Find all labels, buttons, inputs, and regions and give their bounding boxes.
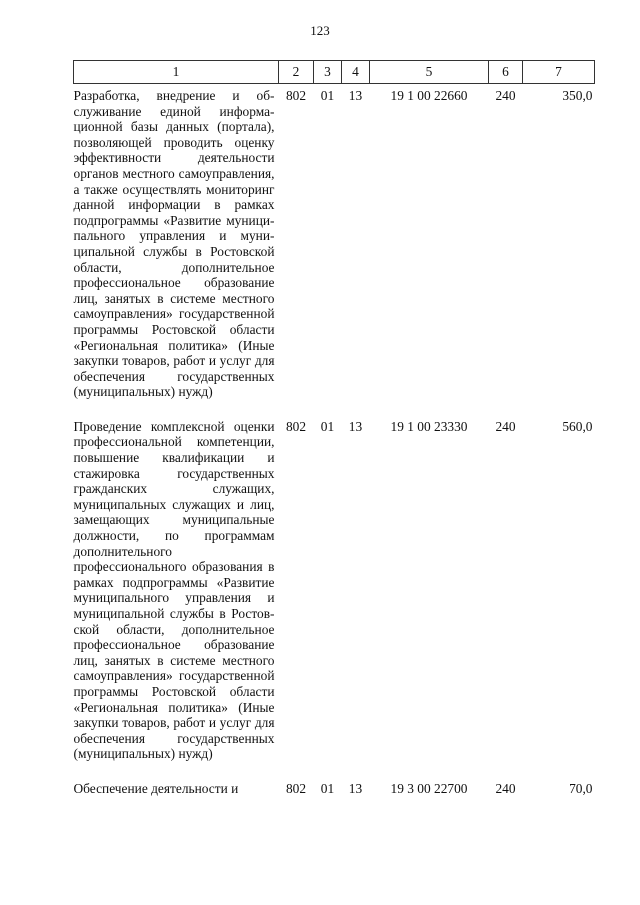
table-body: [74, 84, 595, 812]
page-number: 123: [310, 23, 330, 38]
row-amount: 350,0: [562, 88, 593, 103]
row-subsection-code: 13: [348, 418, 363, 434]
column-header-7: 7: [523, 61, 595, 84]
table-row: [74, 84, 595, 415]
column-header-1: 1: [74, 61, 279, 84]
row-expense-type: 240: [495, 88, 516, 103]
column-header-2: 2: [279, 61, 314, 84]
row-subsection-code: 13: [348, 88, 363, 103]
row-section-code: 01: [320, 418, 335, 434]
row-section-code: 01: [320, 780, 335, 796]
row-amount: 560,0: [562, 418, 593, 434]
table-header-row: [74, 61, 595, 84]
row-expense-type: 240: [495, 780, 516, 796]
row-ministry-code: 802: [285, 780, 307, 796]
column-header-6: 6: [489, 61, 523, 84]
row-amount: 70,0: [569, 780, 593, 796]
table-row: [74, 415, 595, 777]
row-section-code: 01: [320, 88, 335, 103]
row-ministry-code: 802: [285, 88, 307, 103]
row-description: Обеспечение деятельности и: [73, 780, 239, 796]
row-target-article: 19 3 00 22700: [390, 780, 468, 796]
row-description: Разработка, внедрение и обслуживание единой информационной базы данных (портала), позволяющей проводить оценку эффективности деятельности органов местного самоуправления, а также осуществлять мониторинг данной информации в рамках подпрограммы «Развитие муниципального управления и муниципальной службы в Ростовской области, дополнительное профессиональное образование лиц, занятых в системе местного самоуправления» государственной программы Ростовской области «Региональная политика» (Иные закупки товаров, работ и услуг для обеспечения государственных (муниципальных) нужд): [73, 88, 275, 400]
column-header-4: 4: [342, 61, 370, 84]
column-header-5: 5: [370, 61, 489, 84]
table-row: [74, 777, 595, 812]
budget-table: [73, 60, 595, 812]
row-expense-type: 240: [495, 418, 516, 434]
row-ministry-code: 802: [285, 418, 307, 434]
table-header: [74, 61, 595, 84]
row-target-article: 19 1 00 22660: [390, 88, 468, 103]
row-target-article: 19 1 00 23330: [390, 418, 468, 434]
row-description: Проведение комплексной оценки профессиональной компетенции, повышение квалификации и стажировка государственных гражданских служащих, муниципальных служащих и лиц, замещающих муниципальные должности, по программам дополнительного профессионального образования в рамках подпрограммы «Развитие муниципального управления и муниципальной службы в Ростовской области, дополнительное профессиональное образование лиц, занятых в системе местного самоуправления» государственной программы Ростовской области «Региональная политика» (Иные закупки товаров, работ и услуг для обеспечения государственных (муниципальных) нужд): [73, 418, 275, 762]
column-header-3: 3: [314, 61, 342, 84]
row-subsection-code: 13: [348, 780, 363, 796]
